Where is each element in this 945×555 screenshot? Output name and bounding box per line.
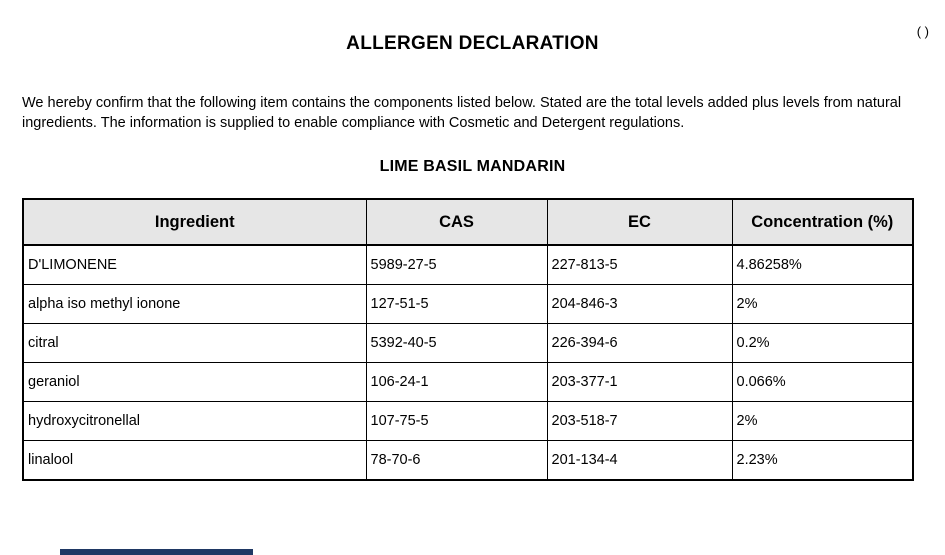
cell-ec: 203-518-7 [547,402,732,441]
cell-ec: 226-394-6 [547,324,732,363]
cell-ingredient: citral [23,324,366,363]
cell-concentration: 2.23% [732,441,913,481]
cell-ingredient: alpha iso methyl ionone [23,285,366,324]
corner-clipped-text: ( ) [916,24,929,39]
table-header-row [23,199,913,245]
header-ingredient: Ingredient [23,199,366,245]
allergen-declaration-document [0,24,945,481]
cell-concentration: 2% [732,402,913,441]
table-row [23,441,913,481]
cell-ingredient: D'LIMONENE [23,245,366,285]
cell-cas: 5392-40-5 [366,324,547,363]
cell-ingredient: hydroxycitronellal [23,402,366,441]
cell-concentration: 2% [732,285,913,324]
table-row [23,285,913,324]
next-page-bar [60,549,253,555]
cell-cas: 127-51-5 [366,285,547,324]
cell-cas: 5989-27-5 [366,245,547,285]
header-ec: EC [547,199,732,245]
table-row [23,402,913,441]
cell-ingredient: linalool [23,441,366,481]
cell-ingredient: geraniol [23,363,366,402]
cell-ec: 227-813-5 [547,245,732,285]
cell-concentration: 4.86258% [732,245,913,285]
cell-cas: 106-24-1 [366,363,547,402]
cell-ec: 203-377-1 [547,363,732,402]
table-row [23,324,913,363]
table-row [23,245,913,285]
table-row [23,363,913,402]
header-cas: CAS [366,199,547,245]
page-title: ALLERGEN DECLARATION [346,33,599,54]
cell-cas: 78-70-6 [366,441,547,481]
product-name: LIME BASIL MANDARIN [379,158,566,175]
cell-concentration: 0.2% [732,324,913,363]
cell-cas: 107-75-5 [366,402,547,441]
cell-ec: 201-134-4 [547,441,732,481]
header-concentration: Concentration (%) [732,199,913,245]
cell-ec: 204-846-3 [547,285,732,324]
cell-concentration: 0.066% [732,363,913,402]
intro-paragraph: We hereby confirm that the following item contains the components listed below. Stated are the total levels added plus levels from natural ingredients. The information is supplied to enable compliance with Cosmetic and Detergent regulations. [22,95,902,131]
allergen-table [22,198,914,481]
